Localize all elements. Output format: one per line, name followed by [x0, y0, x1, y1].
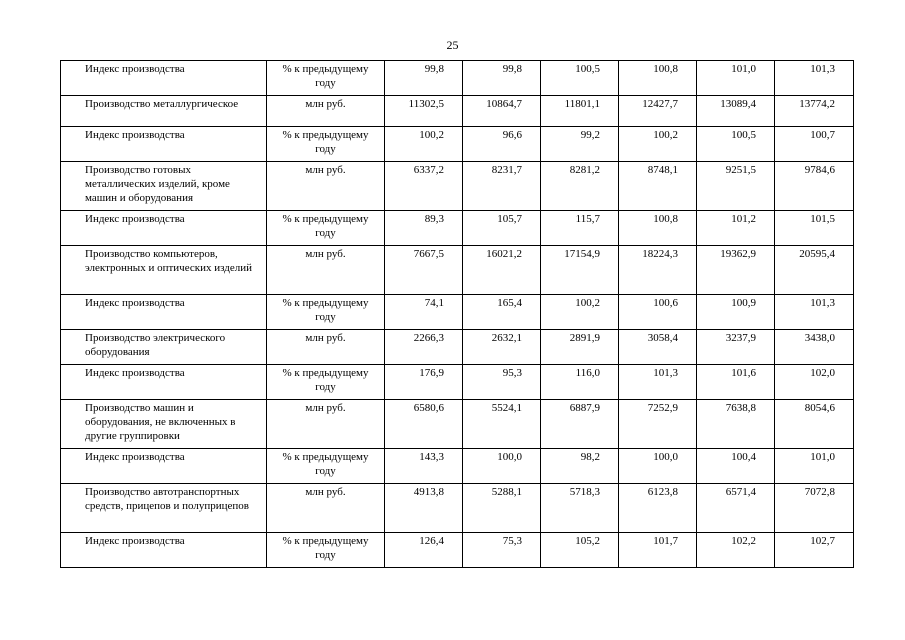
- row-unit-cell: % к предыдущему году: [267, 127, 385, 162]
- row-name-cell: Производство металлургическое: [61, 96, 267, 127]
- value-cell: 9251,5: [697, 162, 775, 211]
- table-row: [61, 61, 854, 96]
- value-cell: 102,7: [775, 533, 854, 568]
- table-row: [61, 211, 854, 246]
- value-cell: 102,0: [775, 365, 854, 400]
- value-cell: 100,2: [385, 127, 463, 162]
- value-cell: 3058,4: [619, 330, 697, 365]
- value-cell: 3237,9: [697, 330, 775, 365]
- row-name-cell: Индекс производства: [61, 61, 267, 96]
- value-cell: 7072,8: [775, 484, 854, 533]
- value-cell: 2891,9: [541, 330, 619, 365]
- value-cell: 18224,3: [619, 246, 697, 295]
- value-cell: 5718,3: [541, 484, 619, 533]
- value-cell: 176,9: [385, 365, 463, 400]
- table-row: [61, 246, 854, 295]
- value-cell: 101,0: [697, 61, 775, 96]
- row-name-cell: Производство готовых металлических изделий, кроме машин и оборудования: [61, 162, 267, 211]
- value-cell: 126,4: [385, 533, 463, 568]
- value-cell: 8054,6: [775, 400, 854, 449]
- value-cell: 100,8: [619, 61, 697, 96]
- row-unit-cell: млн руб.: [267, 246, 385, 295]
- table-row: [61, 295, 854, 330]
- value-cell: 6580,6: [385, 400, 463, 449]
- value-cell: 101,2: [697, 211, 775, 246]
- value-cell: 116,0: [541, 365, 619, 400]
- production-table: [60, 60, 854, 568]
- value-cell: 99,2: [541, 127, 619, 162]
- value-cell: 5524,1: [463, 400, 541, 449]
- value-cell: 10864,7: [463, 96, 541, 127]
- row-unit-cell: % к предыдущему году: [267, 211, 385, 246]
- value-cell: 100,2: [541, 295, 619, 330]
- row-unit-cell: % к предыдущему году: [267, 295, 385, 330]
- row-name-cell: Индекс производства: [61, 211, 267, 246]
- row-unit-cell: % к предыдущему году: [267, 449, 385, 484]
- value-cell: 100,8: [619, 211, 697, 246]
- value-cell: 6887,9: [541, 400, 619, 449]
- value-cell: 143,3: [385, 449, 463, 484]
- table-row: [61, 484, 854, 533]
- value-cell: 100,0: [619, 449, 697, 484]
- row-unit-cell: млн руб.: [267, 484, 385, 533]
- row-unit-cell: млн руб.: [267, 162, 385, 211]
- value-cell: 6123,8: [619, 484, 697, 533]
- value-cell: 89,3: [385, 211, 463, 246]
- row-unit-cell: млн руб.: [267, 96, 385, 127]
- value-cell: 5288,1: [463, 484, 541, 533]
- row-name-cell: Индекс производства: [61, 365, 267, 400]
- row-name-cell: Индекс производства: [61, 295, 267, 330]
- row-name-cell: Производство автотранспортных средств, прицепов и полуприцепов: [61, 484, 267, 533]
- row-unit-cell: % к предыдущему году: [267, 533, 385, 568]
- table-row: [61, 533, 854, 568]
- value-cell: 100,4: [697, 449, 775, 484]
- value-cell: 105,7: [463, 211, 541, 246]
- value-cell: 100,5: [541, 61, 619, 96]
- value-cell: 6337,2: [385, 162, 463, 211]
- value-cell: 101,5: [775, 211, 854, 246]
- row-name-cell: Индекс производства: [61, 449, 267, 484]
- value-cell: 101,3: [775, 295, 854, 330]
- row-unit-cell: % к предыдущему году: [267, 61, 385, 96]
- row-name-cell: Производство машин и оборудования, не включенных в другие группировки: [61, 400, 267, 449]
- page-number: 25: [446, 38, 459, 52]
- value-cell: 13089,4: [697, 96, 775, 127]
- value-cell: 7252,9: [619, 400, 697, 449]
- row-unit-cell: % к предыдущему году: [267, 365, 385, 400]
- value-cell: 100,6: [619, 295, 697, 330]
- value-cell: 100,9: [697, 295, 775, 330]
- table-row: [61, 400, 854, 449]
- value-cell: 7667,5: [385, 246, 463, 295]
- value-cell: 100,2: [619, 127, 697, 162]
- table-row: [61, 449, 854, 484]
- value-cell: 2632,1: [463, 330, 541, 365]
- value-cell: 6571,4: [697, 484, 775, 533]
- value-cell: 20595,4: [775, 246, 854, 295]
- value-cell: 101,0: [775, 449, 854, 484]
- value-cell: 99,8: [385, 61, 463, 96]
- value-cell: 101,3: [619, 365, 697, 400]
- value-cell: 4913,8: [385, 484, 463, 533]
- value-cell: 115,7: [541, 211, 619, 246]
- value-cell: 98,2: [541, 449, 619, 484]
- row-unit-cell: млн руб.: [267, 330, 385, 365]
- value-cell: 16021,2: [463, 246, 541, 295]
- value-cell: 2266,3: [385, 330, 463, 365]
- value-cell: 7638,8: [697, 400, 775, 449]
- value-cell: 95,3: [463, 365, 541, 400]
- value-cell: 13774,2: [775, 96, 854, 127]
- value-cell: 99,8: [463, 61, 541, 96]
- value-cell: 19362,9: [697, 246, 775, 295]
- value-cell: 105,2: [541, 533, 619, 568]
- value-cell: 11302,5: [385, 96, 463, 127]
- table-row: [61, 365, 854, 400]
- value-cell: 3438,0: [775, 330, 854, 365]
- table-row: [61, 330, 854, 365]
- value-cell: 101,3: [775, 61, 854, 96]
- value-cell: 8281,2: [541, 162, 619, 211]
- table-row: [61, 127, 854, 162]
- value-cell: 11801,1: [541, 96, 619, 127]
- value-cell: 100,5: [697, 127, 775, 162]
- value-cell: 96,6: [463, 127, 541, 162]
- value-cell: 9784,6: [775, 162, 854, 211]
- value-cell: 17154,9: [541, 246, 619, 295]
- row-name-cell: Производство компьютеров, электронных и оптических изделий: [61, 246, 267, 295]
- value-cell: 8231,7: [463, 162, 541, 211]
- value-cell: 100,7: [775, 127, 854, 162]
- value-cell: 75,3: [463, 533, 541, 568]
- row-name-cell: Индекс производства: [61, 533, 267, 568]
- value-cell: 165,4: [463, 295, 541, 330]
- row-name-cell: Индекс производства: [61, 127, 267, 162]
- value-cell: 8748,1: [619, 162, 697, 211]
- table-row: [61, 96, 854, 127]
- value-cell: 74,1: [385, 295, 463, 330]
- value-cell: 102,2: [697, 533, 775, 568]
- value-cell: 101,7: [619, 533, 697, 568]
- row-unit-cell: млн руб.: [267, 400, 385, 449]
- value-cell: 101,6: [697, 365, 775, 400]
- value-cell: 100,0: [463, 449, 541, 484]
- table-row: [61, 162, 854, 211]
- value-cell: 12427,7: [619, 96, 697, 127]
- row-name-cell: Производство электрического оборудования: [61, 330, 267, 365]
